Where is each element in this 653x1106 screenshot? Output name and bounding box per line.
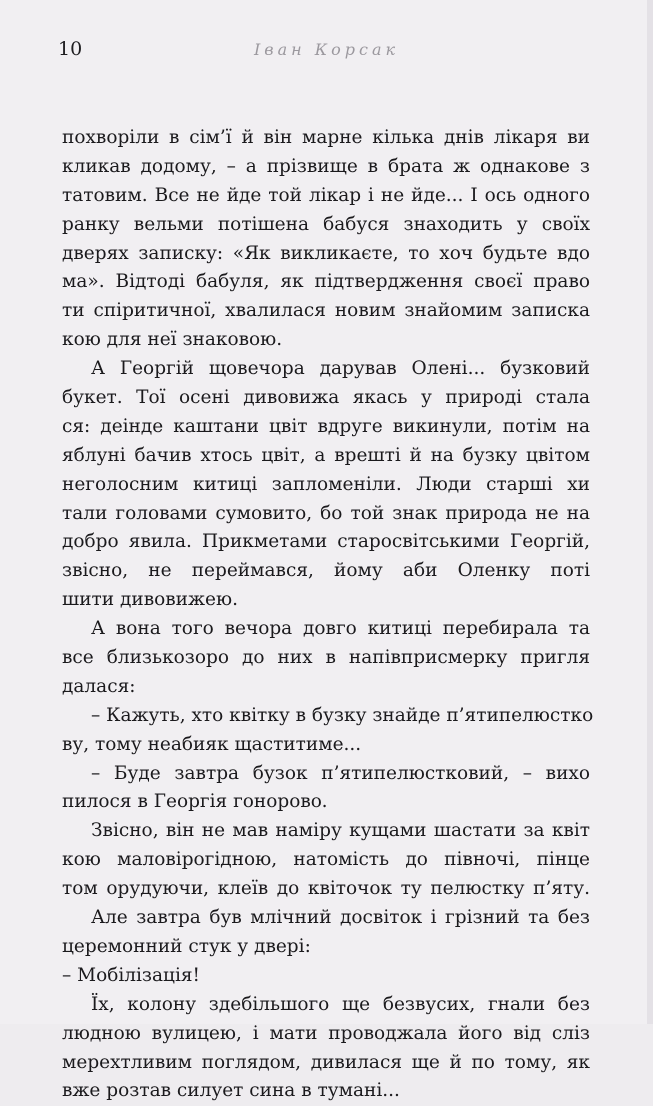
- page-edge: [647, 0, 653, 1024]
- text-line: неголосним китиці запломеніли. Люди старші хи: [62, 473, 590, 495]
- page-number: 10: [58, 38, 83, 60]
- text-line: ма». Відтоді бабуля, як підтвердження своєї право: [62, 271, 590, 293]
- text-line: пилося в Георгія гоноровo.: [62, 791, 328, 813]
- text-line: добро явила. Прикметами старосвітськими Георгій,: [62, 531, 590, 553]
- text-line: ву, тому неабияк щаститиме...: [62, 733, 362, 755]
- text-line: Звісно, він не мав наміру кущами шастати за квіт: [91, 820, 590, 842]
- text-line: яблуні бачив хтось цвіт, а врешті й на бузку цвітом: [62, 444, 590, 466]
- text-line: букет. Тої осені дивовижа якась у природі стала: [62, 387, 590, 409]
- text-line: – Мобілізація!: [62, 964, 200, 986]
- text-line: татовим. Все не йде той лікар і не йде... І ось одного: [62, 184, 590, 206]
- text-line: том орудуючи, клеїв до квіточок ту пелюстку п’яту.: [62, 878, 590, 900]
- text-line: мерехтливим поглядом, дивилася ще й по тому, як: [62, 1051, 590, 1073]
- text-line: кою для неї знаковою.: [62, 329, 283, 351]
- text-line: А Георгій щовечора дарував Олені... бузковий: [91, 358, 590, 380]
- text-line: кликав додому, – а прізвище в брата ж однакове з: [62, 155, 590, 177]
- body-text: [62, 124, 594, 1106]
- text-line: вже розтав силует сина в тумані...: [62, 1080, 400, 1102]
- text-line: Але завтра був млічний досвіток і грізний та без: [91, 907, 590, 929]
- text-line: кою маловірогідною, натомість до півночі, пінце: [62, 849, 590, 871]
- text-line: все близькозоро до них в напівприсмерку пригля: [62, 647, 590, 669]
- text-line: Їх, колону здебільшого ще безвусих, гнали без: [91, 993, 590, 1015]
- text-line: похворіли в сім’ї й він марне кілька днів лікаря ви: [62, 127, 590, 148]
- text-line: звісно, не переймався, йому аби Оленку поті: [62, 560, 590, 582]
- text-line: шити дивовижею.: [62, 589, 238, 611]
- text-line: – Буде завтра бузок п’ятипелюстковий, – вихо: [91, 762, 590, 784]
- text-line: ти спіритичної, хвалилася новим знайомим записка: [62, 300, 590, 322]
- text-line: людною вулицею, і мати проводжала його від сліз: [62, 1022, 590, 1044]
- text-line: тали головами сумовито, бо той знак природа не на: [62, 502, 590, 524]
- text-line: ранку вельми потішена бабуся знаходить у своїх: [62, 213, 590, 235]
- text-line: далася:: [62, 675, 136, 697]
- running-head-author: Іван Корсак: [253, 40, 400, 59]
- text-line: церемонний стук у двері:: [62, 935, 311, 957]
- text-line: дверях записку: «Як викликаєте, то хоч будьте вдо: [62, 242, 590, 264]
- text-line: ся: деінде каштани цвіт вдруге викинули, потім на: [62, 415, 590, 437]
- text-line: А вона того вечора довго китиці перебирала та: [91, 618, 590, 640]
- text-line: – Кажуть, хто квітку в бузку знайде п’ятипелюстко: [91, 704, 594, 726]
